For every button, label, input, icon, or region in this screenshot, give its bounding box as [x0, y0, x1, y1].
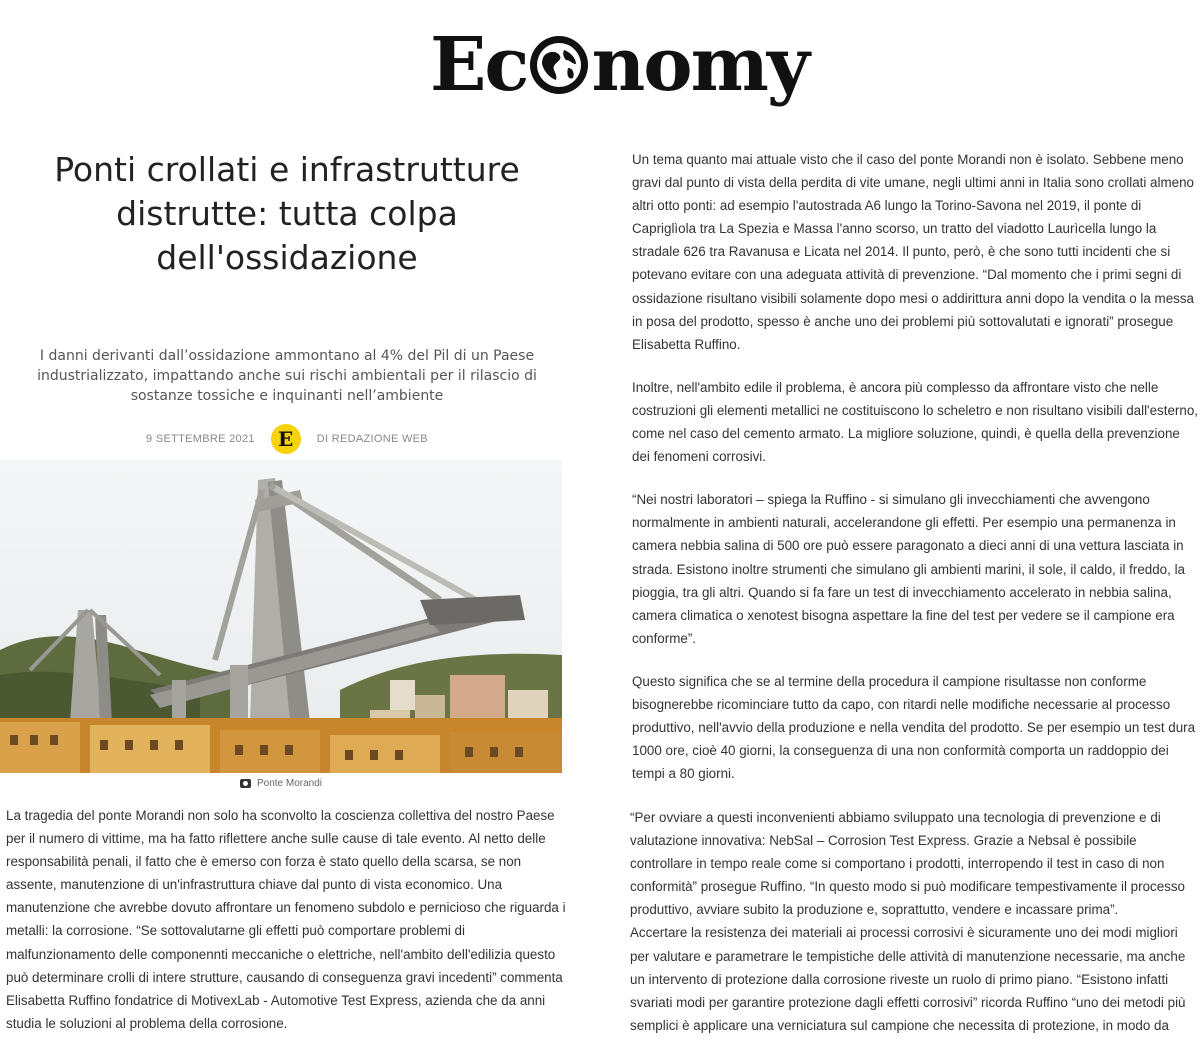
paragraph: Accertare la resistenza dei materiali ai processi corrosivi è sicuramente uno dei modi migliori per valutare e parametrare le tempistiche delle attività di manutenzione necessarie, ma anche un intervento di protezione dalla corrosione riveste un ruolo di primo piano. “Esistono infatti svariati modi per garantire protezione dagli effetti corrosivi” ricorda Ruffino “uno dei metodi più semplici è applicare una verniciatura sul campione che necessita di protezione, in modo da — [630, 925, 1186, 1033]
globe-icon — [528, 34, 590, 96]
paragraph: Un tema quanto mai attuale visto che il caso del ponte Morandi non è isolato. Sebbene meno gravi dal punto di vista della perdita di vite umane, negli ultimi anni in Italia sono crollati almeno altri otto ponti: ad esempio l'autostrada A6 lungo la Torino-Savona nel 2019, il ponte di Capriglìola tra La Spezia e Massa l'anno scorso, un tratto del viadotto Laurìcella lungo la stradale 626 tra Ravanusa e Licata nel 2014. Il punto, però, è che sono tutti incidenti che si potevano evitare con una adeguata attività di prevenzione. “Dal momento che i primi segni di ossidazione risultano visibili solamente dopo mesi o addirittura anni dopo la vendita o la messa in posa del prodotto, spesso è anche uno dei problemi più sottovalutati e ignorati” prosegue Elisabetta Ruffino. — [632, 152, 1194, 352]
article-body-right — [632, 148, 1200, 805]
economy-logo[interactable] — [430, 22, 808, 108]
article-photo — [0, 460, 562, 773]
masthead[interactable] — [430, 22, 808, 108]
badge-letter: E — [278, 427, 294, 451]
article-meta — [0, 424, 574, 454]
article-headline: Ponti crollati e infrastrutture distrutte: tutta colpa dell'ossidazione — [54, 150, 520, 277]
article-author[interactable]: DI REDAZIONE WEB — [316, 433, 428, 445]
paragraph: Inoltre, nell'ambito edile il problema, è ancora più complesso da affrontare visto che nelle costruzioni gli elementi metallici ne costituiscono lo scheletro e non risultano visibili dall'esterno, come nel caso del cemento armato. La migliore soluzione, quindi, è quella della prevenzione dei fenomeni corrosivi. — [632, 379, 1198, 465]
paragraph: Questo significa che se al termine della procedura il campione risultasse non conforme bisognerebbe ricominciare tutto da capo, con ritardi nelle modifiche necessarie al processo produttivo, nell'avvio della produzione e nella vendita del prodotto. Se per esempio un test dura 1000 ore, cioè 40 giorni, la conseguenza di una non conformità comporta un raddoppio dei tempi a 80 giorni. — [632, 673, 1196, 782]
author-badge — [271, 424, 301, 454]
logo-text-right: nomy — [591, 22, 808, 108]
logo-text-left: Ec — [430, 22, 528, 108]
article-body-right-continued — [630, 806, 1200, 1037]
article-date: 9 SETTEMBRE 2021 — [146, 433, 255, 445]
camera-icon — [240, 779, 251, 788]
article-body-left: La tragedia del ponte Morandi non solo ha sconvolto la coscienza collettiva del nostro Paese per il numero di vittime, ma ha fatto riflettere anche sulle cause di tale evento. Al netto delle responsabilità penali, il fatto che è emerso con forza è stato quello della scarsa, se non assente, manutenzione di un'infrastruttura chiave dal punto di vista economico. Una manutenzione che avrebbe dovuto affrontare un fenomeno subdolo e pernicioso che riguarda i metalli: la corrosione. “Se sottovalutarne gli effetti può comportare problemi di malfunzionamento delle componennti meccaniche o elettriche, nell'ambito dell'edilizia questo può determinare crolli di intere strutture, causando di conseguenza gravi incedenti” commenta Elisabetta Ruffino fondatrice di MotivexLab - Automotive Test Express, azienda che da anni studia le soluzioni al problema della corrosione. — [6, 808, 566, 1031]
paragraph: “Nei nostri laboratori – spiega la Ruffino - si simulano gli invecchiamenti che avvengono normalmente in ambienti naturali, accelerandone gli effetti. Per esempio una permanenza in camera nebbia salina di 500 ore può essere paragonato a dieci anni di una vettura lasciata in strada. Esistono inoltre strumenti che simulano gli ambienti marini, il sole, il caldo, il freddo, la pioggia, tra gli altri. Quando si fa fare un test di invecchiamento accelerato in nebbia salina, camera climatica o xenotest bisogna aspettare la fine del test per vedere se il campione era conforme”. — [632, 492, 1185, 646]
paragraph: “Per ovviare a questi inconvenienti abbiamo sviluppato una tecnologia di prevenzione e di valutazione innovativa: NebSal – Corrosion Test Express. Grazie a Nebsal è possibile controllare in tempo reale come si comportano i prodotti, interropendo il test in caso di non conformità” prosegue Ruffino. “In questo modo si può modificare tempestivamente il processo produttivo, avviare subito la produzione e, soprattutto, vendere e incassare prima”. — [630, 810, 1185, 918]
article-subhead: I danni derivanti dall’ossidazione ammontano al 4% del Pil di un Paese industrializzato, impattando anche sui rischi ambientali per il rilascio di sostanze tossiche e inquinanti nell’ambiente — [37, 348, 537, 404]
photo-caption — [0, 778, 562, 789]
photo-caption-text: Ponte Morandi — [256, 778, 323, 789]
bridge-photo-illustration — [0, 460, 562, 773]
